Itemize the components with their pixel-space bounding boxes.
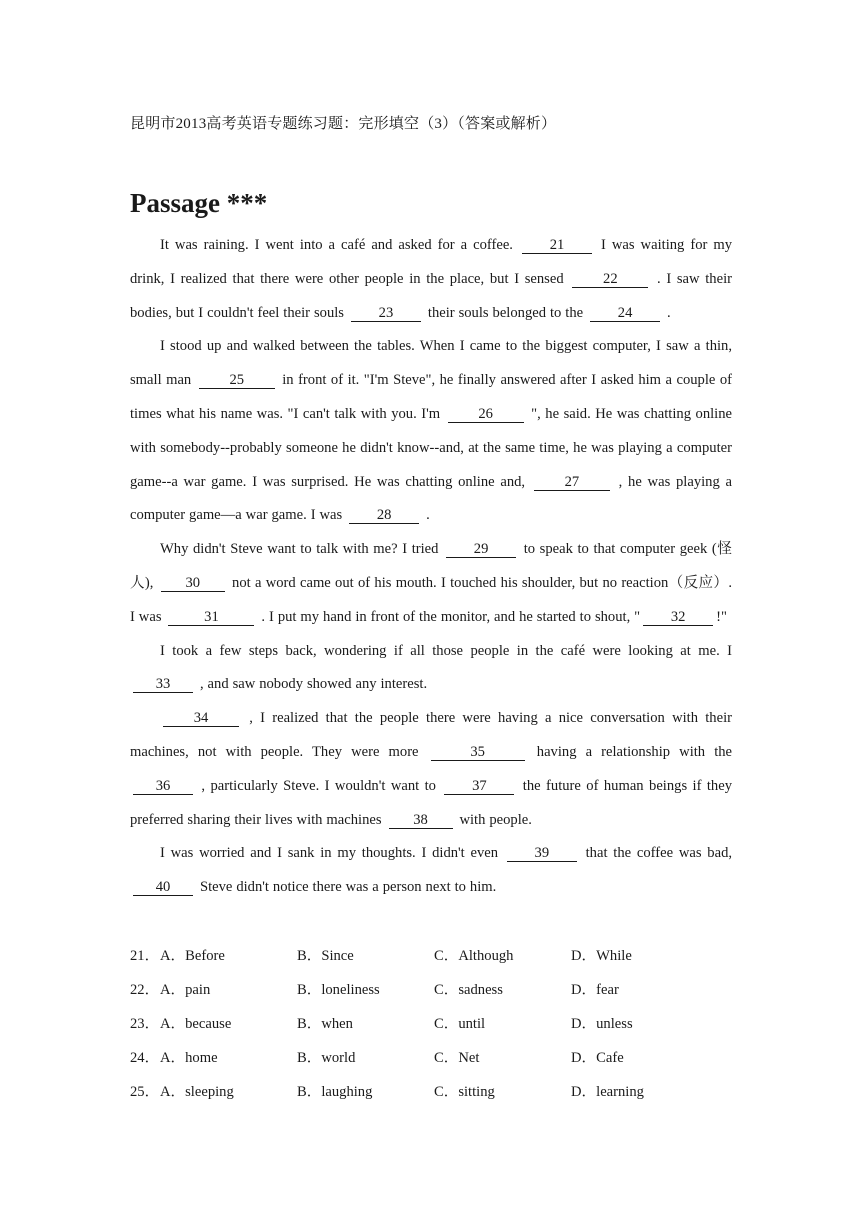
blank-36: 36 (133, 778, 193, 795)
option-row (130, 1073, 750, 1107)
option-row (130, 1039, 750, 1073)
blank-21: 21 (522, 237, 592, 254)
paragraph-text: ", he said. He was chatting online with somebody--probably someone he didn't know--and, at the same time, he was playing a computer game--a war game. I was surprised. He was chatting online and, (130, 405, 733, 490)
blank-35: 35 (431, 744, 525, 761)
blank-34: 34 (163, 710, 239, 727)
paragraph-5 (130, 702, 732, 837)
option-d: D．fear (571, 982, 619, 999)
paragraph-text: , particularly Steve. I wouldn't want to (201, 777, 436, 794)
passage-body (130, 229, 732, 905)
option-a: A．home (160, 1049, 218, 1066)
option-d: D．While (571, 948, 632, 965)
option-b: B．world (297, 1049, 356, 1066)
option-d: D．learning (571, 1083, 644, 1100)
option-row (130, 972, 750, 1006)
blank-33: 33 (133, 676, 193, 693)
option-b: B．when (297, 1015, 353, 1032)
paragraph-text: , he was playing a computer game—a war game. I was (130, 473, 733, 524)
blank-24: 24 (590, 305, 660, 322)
blank-23: 23 (351, 305, 421, 322)
blank-22: 22 (572, 271, 648, 288)
option-d: D．Cafe (571, 1049, 624, 1066)
blank-29: 29 (446, 541, 516, 558)
paragraph-text: having a relationship with the (536, 743, 733, 760)
blank-40: 40 (133, 879, 193, 896)
answer-options (130, 938, 750, 1107)
blank-38: 38 (389, 812, 453, 829)
paragraph-text: their souls belonged to the (427, 304, 584, 321)
option-d: D．unless (571, 1015, 633, 1032)
paragraph-text: I was worried and I sank in my thoughts. I didn't even (160, 845, 499, 862)
paragraph-text: with people. (459, 811, 532, 828)
paragraph-3 (130, 533, 732, 634)
passage-heading: Passage *** (130, 188, 268, 218)
paragraph-text: . (667, 304, 671, 321)
option-a: A．because (160, 1015, 232, 1032)
document-title: 昆明市2013高考英语专题练习题：完形填空（3）（答案或解析） (130, 116, 557, 132)
option-b: B．loneliness (297, 982, 380, 999)
paragraph-4 (130, 635, 732, 703)
option-c: C．sitting (434, 1083, 495, 1100)
paragraph-text: to speak to that computer geek (怪人), (130, 541, 732, 591)
blank-30: 30 (161, 575, 225, 592)
blank-27: 27 (534, 474, 610, 491)
question-number: 24． (130, 1049, 160, 1066)
paragraph-text: . (426, 507, 430, 524)
option-c: C．until (434, 1015, 486, 1032)
paragraph-text: in front of it. "I'm Steve", he finally answered after I asked him a couple of times what his name was. "I can't talk with you. I'm (130, 372, 733, 422)
question-number: 22． (130, 982, 160, 999)
paragraph-text: I was waiting for my drink, I realized that there were other people in the place, but I sensed (130, 237, 733, 287)
paragraph-text: !" (716, 608, 727, 625)
question-number: 21． (130, 948, 160, 965)
paragraph-text: . I put my hand in front of the monitor, and he started to shout, " (261, 608, 641, 625)
paragraph-text: I stood up and walked between the tables. When I came to the biggest computer, I saw a thin, small man (130, 338, 732, 389)
paragraph-2 (130, 330, 732, 533)
paragraph-text: not a word came out of his mouth. I touched his shoulder, but no reaction（反应）. I was (130, 574, 733, 625)
option-a: A．pain (160, 982, 211, 999)
option-b: B．laughing (297, 1083, 373, 1100)
paragraph-6 (130, 837, 732, 905)
blank-26: 26 (448, 406, 524, 423)
blank-25: 25 (199, 372, 275, 389)
option-a: A．Before (160, 948, 225, 965)
blank-39: 39 (507, 845, 577, 862)
blank-37: 37 (444, 778, 514, 795)
option-row (130, 938, 750, 972)
blank-31: 31 (168, 609, 254, 626)
paragraph-text: It was raining. I went into a café and asked for a coffee. (160, 237, 513, 253)
blank-28: 28 (349, 507, 419, 524)
paragraph-text: Why didn't Steve want to talk with me? I tried (160, 541, 439, 558)
paragraph-text: the future of human beings if they preferred sharing their lives with machines (130, 777, 732, 828)
option-a: A．sleeping (160, 1083, 234, 1100)
paragraph-text: I took a few steps back, wondering if all those people in the café were looking at me. I (160, 642, 732, 659)
option-b: B．Since (297, 948, 354, 965)
paragraph-text: Steve didn't notice there was a person next to him. (199, 879, 497, 896)
question-number: 23． (130, 1015, 160, 1032)
paragraph-text: that the coffee was bad, (585, 845, 733, 862)
paragraph-text: . I saw their bodies, but I couldn't feel their souls (130, 270, 733, 321)
option-c: C．Although (434, 948, 514, 965)
paragraph-1 (130, 229, 732, 330)
question-number: 25． (130, 1083, 160, 1100)
option-c: C．Net (434, 1049, 480, 1066)
option-row (130, 1006, 750, 1040)
blank-32: 32 (643, 609, 713, 626)
option-c: C．sadness (434, 982, 503, 999)
paragraph-text: , and saw nobody showed any interest. (199, 676, 428, 693)
paragraph-text: , I realized that the people there were having a nice conversation with their machines, not with people. They were more (130, 710, 732, 760)
